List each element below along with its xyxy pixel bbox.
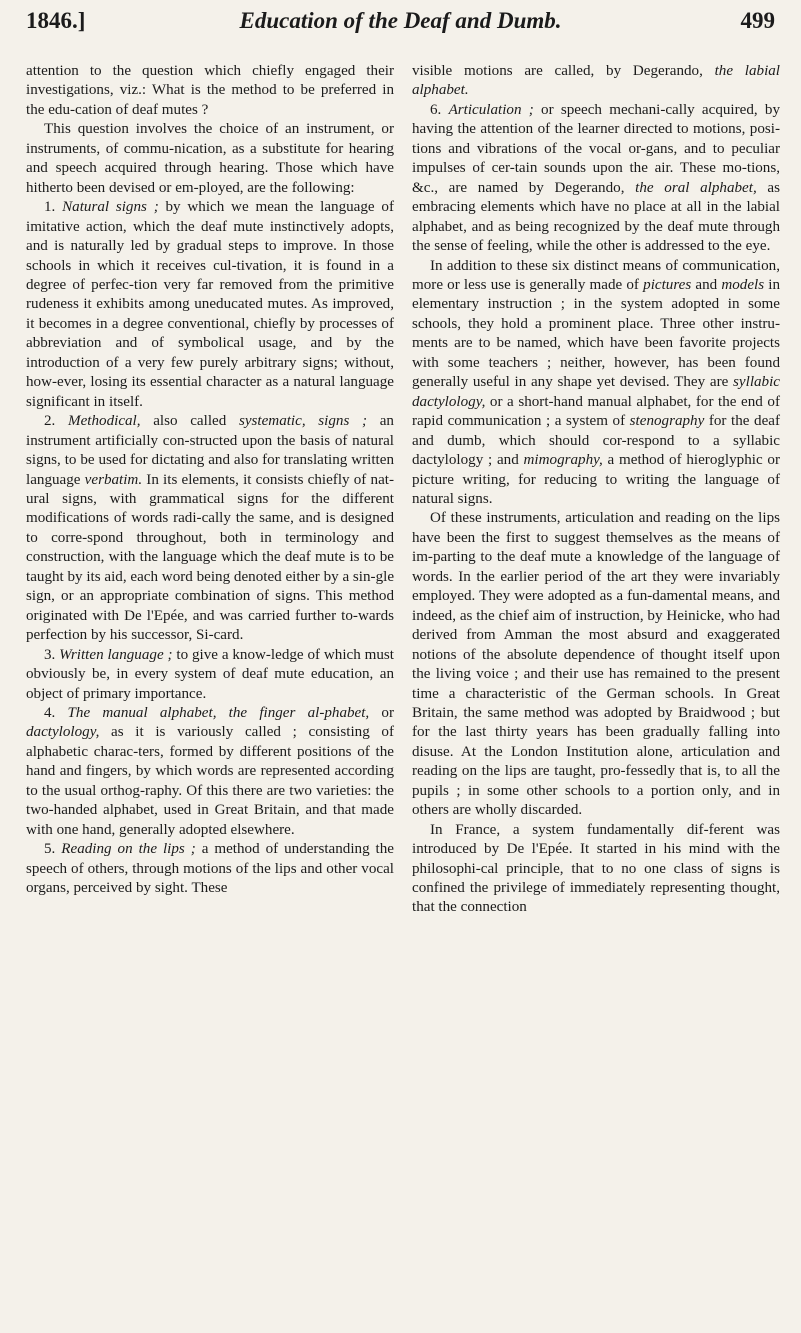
italic-text: the labial alphabet. [412,63,781,99]
text-run: as it is variously called ; consisting of alphabetic charac-ters, formed by different positions of the hand and fingers, by which words are represented according to the usual orthog-raphy. Of this there are two varieties: the two-handed alphabet, used in Great Britain, and that made with one hand, generally adopted elsewhere. [26,724,394,838]
italic-text: pictures [643,276,692,293]
text-run: and [691,276,722,293]
text-run: or [369,704,395,721]
paragraph [26,62,394,120]
italic-text: The manual alphabet, the finger al-phabet, [67,704,370,721]
italic-text: verbatim. [84,471,143,488]
italic-text: dactylology, [26,724,100,741]
text-run: 5. [44,841,62,858]
text-run: also called [140,413,239,430]
paragraph [26,840,394,898]
italic-text: models [721,276,765,293]
paragraph [412,62,780,101]
text-run: by which we mean the language of imitative action, which the deaf mute instinctively adopts, and is naturally led by gradual steps to improve. In those schools in which it receives cul-tivation, it is found in a degree of perfec-tion very far removed from the primitive rudeness it exhibits among uneducated mutes. As improved, it becomes in a degree conventional, chiefly by processes of abbreviation and of symbolical usage, and by the introduction of a very few purely arbitrary signs; without, how-ever, losing its essential character as a natural language significant in itself. [26,199,394,410]
text-run: In its elements, it consists chiefly of nat-ural signs, with grammatical signs for the different modifications of words radi-cally the same, and is designed to corre-spond throughout, both in terminology and construction, with the language which the deaf mute is to be taught by its aid, each word being denoted either by a sin-gle sign, or an appropriate combination of signs. This method originated with De l'Epée, and was carried further to-wards perfection by his successor, Si-card. [26,471,395,644]
italic-text: stenography [629,413,705,430]
text-run: or speech mechani-cally acquired, by having the attention of the learner directed to motions, posi-tions and vibrations of the vocal or-gans, and to peculiar impulses of cer-tain sounds upon the air. These mo-tions, &c., are named by Degerando, [412,101,781,196]
italic-text: Articulation ; [448,101,534,118]
text-run: or a short-hand manual alphabet, for the end of rapid communication ; a system of [412,393,780,430]
paragraph [26,646,394,704]
text-run: to give a know-ledge of which must obviously be, in every system of deaf mute education, an object of primary importance. [26,646,394,702]
paragraph [26,704,394,840]
text-run: in elementary instruction ; in the system adopted in some schools, they hold a prominent place. Three other instru-ments are to be named, which have been favorite projects with some teachers ; neither, however, has been found generally useful in any shape yet devised. They are [412,276,781,391]
text-run: In France, a system fundamentally dif-ferent was introduced by De l'Epée. It started in his mind with the philosophi-cal principle, that to no one class of signs is confined the privilege of immediately representing thought, that the connection [412,821,780,916]
paragraph [412,101,780,257]
text-run: visible motions are called, by Degerando, [412,63,715,79]
text-run: 4. [44,704,68,721]
page-number: 499 [740,8,775,33]
italic-text: Natural signs ; [62,199,159,216]
paragraph [26,198,394,412]
left-column [26,62,394,898]
text-run: 2. [44,413,69,430]
text-run: as embracing elements which have no place at all in the labial alphabet, and as being recognized by the deaf mute through the sense of feeling, while the other is addressed to the eye. [412,179,780,255]
header-title: Education of the Deaf and Dumb. [239,8,562,33]
text-run: 3. [44,646,60,663]
running-header [0,0,801,44]
italic-text: Written language ; [59,646,173,663]
text-run: 1. [44,199,63,216]
text-run: a method of hieroglyphic or picture writing, for reducing to writing the language of natural signs. [412,452,780,507]
text-run: an instrument artificially con-structed upon the basis of natural signs, to be used for dictating and also for translating written language [26,413,394,488]
paragraph [412,509,780,820]
text-run: 6. [430,101,449,118]
italic-text: the oral alphabet, [635,179,757,196]
italic-text: systematic, signs ; [238,413,368,430]
right-column [412,62,780,918]
italic-text: syllabic dactylology, [412,374,780,410]
paragraph [412,821,780,918]
italic-text: Reading on the lips ; [61,841,196,858]
text-run: attention to the question which chiefly engaged their investigations, viz.: What is the method to be preferred in the edu-cation of deaf mutes ? [26,63,394,118]
text-run: for the deaf and dumb, which should cor-respond to a syllabic dactylology ; and [412,413,780,469]
text-run: This question involves the choice of an instrument, or instruments, of commu-nication, as a substitute for hearing and speech acquired through hearing. Those which have hitherto been devised or em-ployed, are the following: [26,121,394,196]
paragraph [26,412,394,645]
text-run: Of these instruments, articulation and reading on the lips have been the first to suggest themselves as the means of im-parting to the deaf mute a knowledge of the language of words. In the earlier period of the art they were invariably employed. They were adopted as a fun-damental means, and indeed, as the chief aim of instruction, by Heinicke, who had derived from Amman the most absurd and exaggerated notions of the absolute dependence of thought itself upon the living voice ; and their use has remained to the present time a characteristic of the German schools. In Great Britain, the same method was adopted by Braidwood ; but for the last thirty years has been gradually falling into disuse. At the London Institution alone, articulation and reading on the lips are taught, pro-fessedly that is, to all the pupils ; in some other schools to a portion only, and in others are wholly discarded. [412,510,780,819]
paragraph [412,257,780,510]
header-year: 1846.] [26,8,86,33]
paragraph [26,120,394,198]
text-run: a method of understanding the speech of others, through motions of the lips and other vocal organs, perceived by sight. These [26,841,395,897]
italic-text: Methodical, [68,413,141,430]
text-run: In addition to these six distinct means of communication, more or less use is generally made of [412,257,780,293]
italic-text: mimography, [523,452,603,469]
